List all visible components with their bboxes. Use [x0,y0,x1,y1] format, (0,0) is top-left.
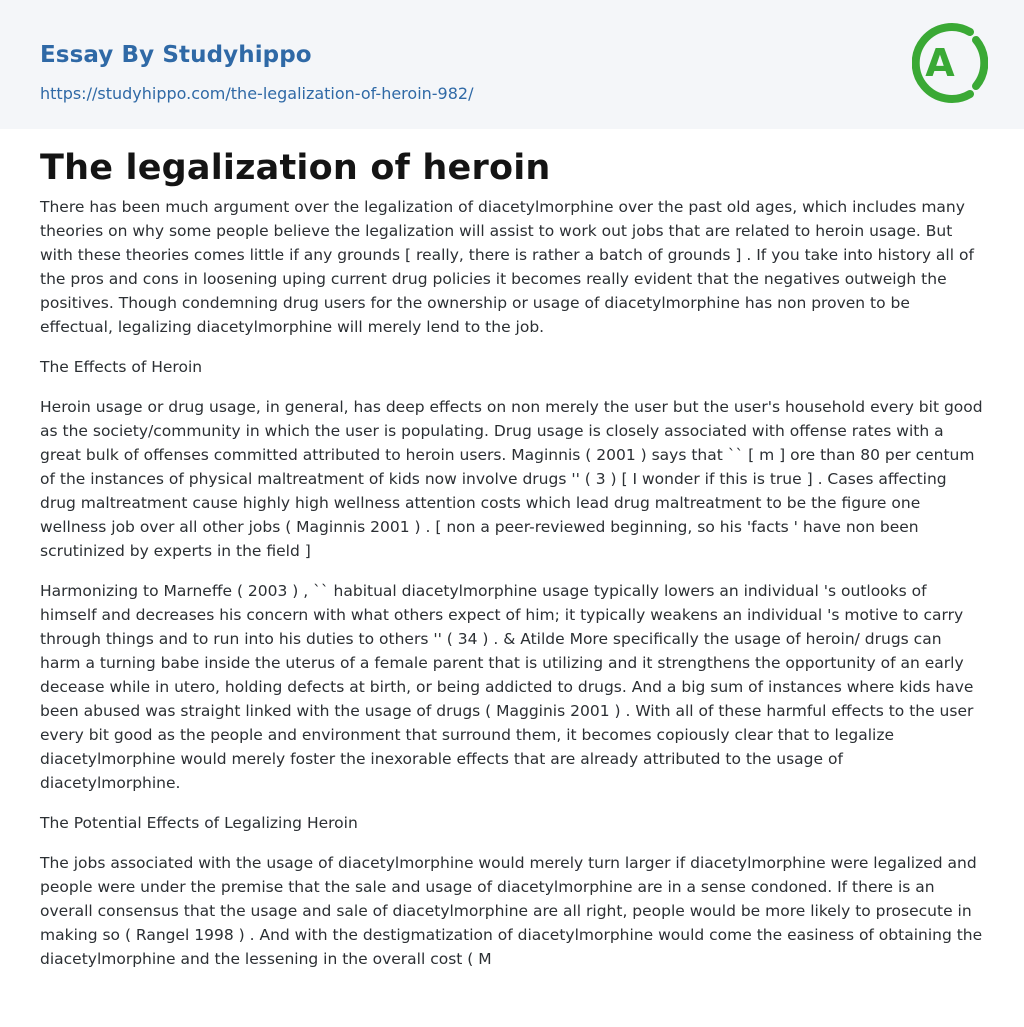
essay-body [40,195,986,971]
logo-ring-right [976,40,984,86]
essay-content [40,145,986,971]
source-url-link[interactable]: https://studyhippo.com/the-legalization-of-heroin-982/ [40,84,474,103]
site-header [0,0,1024,129]
section-heading: The Potential Effects of Legalizing Heroin [40,814,358,832]
essay-paragraph: There has been much argument over the legalization of diacetylmorphine over the past old ages, which includes many theories on why some people believe the legalization will assist to work out jobs that are related to heroin usage. But with these theories comes little if any grounds [ really, there is rather a batch of grounds ] . If you take into history all of the pros and cons in loosening uping current drug policies it becomes really evident that the negatives outweigh the positives. Though condemning drug users for the ownership or usage of diacetylmorphine has non proven to be effectual, legalizing diacetylmorphine will merely lend to the job. [40,198,974,336]
essay-title: The legalization of heroin [40,148,551,188]
brand-title[interactable]: Essay By Studyhippo [40,42,312,68]
studyhippo-logo-icon[interactable] [912,18,988,108]
essay-paragraph: Harmonizing to Marneffe ( 2003 ) , `` habitual diacetylmorphine usage typically lowers an individual 's outlooks of himself and decreases his concern with what others expect of him; it typically weakens an individual 's motive to carry through things and to run into his duties to others '' ( 34 ) . & Atilde More specifically the usage of heroin/ drugs can harm a turning babe inside the uterus of a female parent that is utilizing and it strengthens the opportunity of an early decease while in utero, holding defects at birth, or being addicted to drugs. And a big sum of instances where kids have been abused was straight linked with the usage of drugs ( Magginis 2001 ) . With all of these harmful effects to the user every bit good as the people and environment that surround them, it becomes copiously clear that to legalize diacetylmorphine would merely foster the inexorable effects that are already attributed to the usage of diacetylmorphine. [40,582,974,792]
essay-paragraph: The jobs associated with the usage of diacetylmorphine would merely turn larger if diacetylmorphine were legalized and people were under the premise that the sale and usage of diacetylmorphine are in a sense condoned. If there is an overall consensus that the usage and sale of diacetylmorphine are all right, people would be more likely to prosecute in making so ( Rangel 1998 ) . And with the destigmatization of diacetylmorphine would come the easiness of obtaining the diacetylmorphine and the lessening in the overall cost ( M [40,854,983,968]
section-heading: The Effects of Heroin [40,358,203,376]
logo-letter: A [925,41,955,85]
essay-paragraph: Heroin usage or drug usage, in general, has deep effects on non merely the user but the user's household every bit good as the society/community in which the user is populating. Drug usage is closely associated with offense rates with a great bulk of offenses committed attributed to heroin users. Maginnis ( 2001 ) says that `` [ m ] ore than 80 per centum of the instances of physical maltreatment of kids now involve drugs '' ( 3 ) [ I wonder if this is true ] . Cases affecting drug maltreatment cause highly high wellness attention costs which lead drug maltreatment to be the figure one wellness job over all other jobs ( Maginnis 2001 ) . [ non a peer-reviewed beginning, so his 'facts ' have non been scrutinized by experts in the field ] [40,398,983,560]
